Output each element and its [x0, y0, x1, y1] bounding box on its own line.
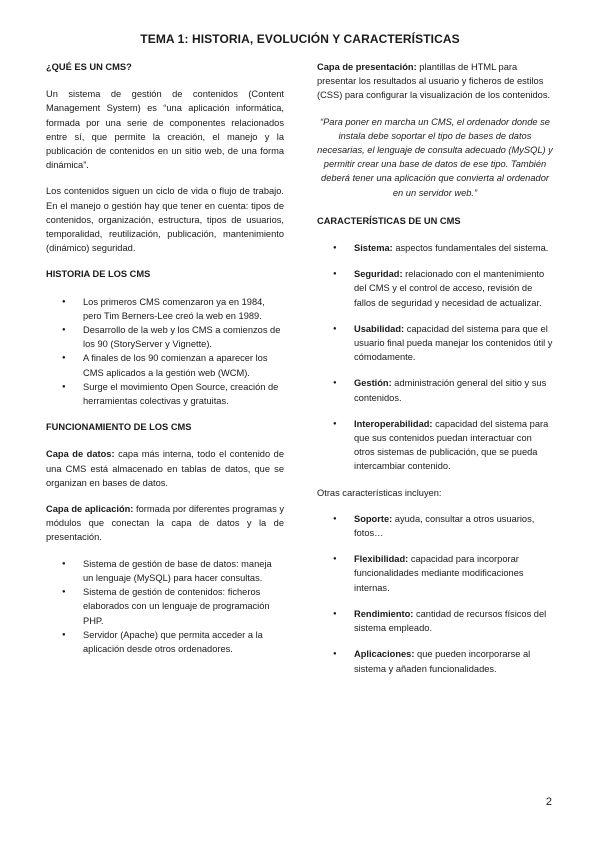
- section-heading-characteristics: CARACTERÍSTICAS DE UN CMS: [317, 215, 461, 226]
- term-label: Sistema:: [354, 243, 393, 254]
- term-text: ayuda, consultar a otros usuarios, fotos…: [354, 513, 535, 539]
- right-column: [317, 60, 553, 688]
- paragraph-data-layer: [46, 447, 284, 490]
- term-label: Soporte:: [354, 513, 393, 524]
- list-item: ● Sistema de gestión de contenidos: ficheros elaborados con un lenguaje de programación PHP.: [83, 585, 284, 628]
- term-text: capacidad para incorporar funcionalidades mediante modificaciones internas.: [354, 554, 524, 593]
- term-label: Usabilidad:: [354, 323, 405, 334]
- paragraph-presentation-layer: [317, 60, 553, 103]
- term-label: Capa de aplicación:: [46, 504, 134, 515]
- term-label: Rendimiento:: [354, 608, 414, 619]
- paragraph-app-layer: [46, 502, 284, 545]
- page-number: 2: [545, 796, 552, 808]
- list-item: [354, 552, 553, 595]
- list-item: [354, 267, 553, 310]
- list-item: ● Surge el movimiento Open Source, creación de herramientas colectivas y gratuitas.: [83, 380, 284, 408]
- list-item: ● A finales de los 90 comienzan a aparecer los CMS aplicados a la gestión web (WCM).: [83, 351, 284, 379]
- term-text: aspectos fundamentales del sistema.: [392, 243, 549, 254]
- list-item: [354, 417, 553, 474]
- section-heading-history: HISTORIA DE LOS CMS: [46, 269, 151, 280]
- other-characteristics-list: [317, 512, 553, 676]
- list-item: ● Desarrollo de la web y los CMS a comienzos de los 90 (StoryServer y Vignette).: [83, 323, 284, 351]
- list-item: [354, 376, 553, 404]
- term-label: Capa de presentación:: [317, 62, 417, 72]
- list-item: ● Sistema de gestión de base de datos: maneja un lenguaje (MySQL) para hacer consultas.: [83, 557, 284, 585]
- list-item: [354, 241, 553, 255]
- page-title: TEMA 1: HISTORIA, EVOLUCIÓN Y CARACTERÍSTICAS: [140, 32, 460, 46]
- term-text: plantillas de HTML para presentar los resultados al usuario y ficheros de estilos (CSS) para configurar la visualización de los contenidos.: [317, 62, 551, 101]
- list-item: [354, 322, 553, 365]
- quote-block: “Para poner en marcha un CMS, el ordenador donde se instala debe soportar el tipo de bases de datos necesarias, el lenguaje de consulta adecuado (MySQL) y permitir crear una base de datos de ese tipo. También deberá tener una aplicación que convierta al ordenador en un servidor web.”: [317, 116, 553, 198]
- list-item: [354, 607, 553, 635]
- paragraph-definition: Un sistema de gestión de contenidos (Content Management System) es “una aplicación informática, formada por una serie de componentes relacionados entre sí, que permite la creación, el manejo y la publicación de contenidos en un sitio web, de una forma dinámica”.: [46, 89, 284, 171]
- term-label: Aplicaciones:: [354, 649, 415, 660]
- term-label: Gestión:: [354, 378, 392, 389]
- term-label: Seguridad:: [354, 269, 403, 280]
- term-text: que pueden incorporarse al sistema y añaden funcionalidades.: [354, 649, 531, 674]
- term-text: capa más interna, todo el contenido de una CMS está almacenado en tablas de datos, que se organizan en bases de datos.: [46, 449, 284, 488]
- history-list: [46, 295, 284, 409]
- list-item: ● Servidor (Apache) que permita acceder a la aplicación desde otros ordenadores.: [83, 628, 284, 656]
- term-text: formada por diferentes programas y módulos que conectan la capa de datos y la de presentación.: [46, 504, 284, 543]
- term-text: capacidad del sistema para que el usuario final pueda manejar los contenidos útil y cómodamente.: [354, 323, 553, 363]
- term-text: relacionado con el mantenimiento del CMS y el control de acceso, revisión de fallos de seguridad y necesidad de actualizar.: [354, 269, 545, 308]
- term-text: administración general del sitio y sus contenidos.: [354, 378, 547, 403]
- term-label: Capa de datos:: [46, 449, 115, 460]
- section-heading-functioning: FUNCIONAMIENTO DE LOS CMS: [46, 422, 192, 433]
- characteristics-list: [317, 241, 553, 474]
- term-label: Flexibilidad:: [354, 554, 409, 565]
- paragraph-other-intro: Otras características incluyen:: [317, 487, 442, 498]
- term-text: capacidad del sistema para que sus contenidos puedan interactuar con otros sistemas de publicación, que se pueda intercambiar contenido.: [354, 418, 549, 472]
- left-column: [46, 60, 284, 668]
- section-heading-what-is-cms: ¿QUÉ ES UN CMS?: [46, 62, 132, 72]
- list-item: ● Los primeros CMS comenzaron ya en 1984, pero Tim Berners-Lee creó la web en 1989.: [83, 295, 284, 323]
- paragraph-lifecycle: Los contenidos siguen un ciclo de vida o flujo de trabajo. En el manejo o gestión hay que tener en cuenta: tipos de contenidos, organización, estructura, tipos de usuarios, temporalidad, reutilización, publicación, mantenimiento (dinámico) seguridad.: [46, 186, 284, 254]
- term-text: cantidad de recursos físicos del sistema empleado.: [354, 608, 547, 634]
- list-item: [354, 512, 553, 540]
- term-label: Interoperabilidad:: [354, 418, 433, 429]
- list-item: [354, 647, 553, 675]
- app-layer-list: [46, 557, 284, 656]
